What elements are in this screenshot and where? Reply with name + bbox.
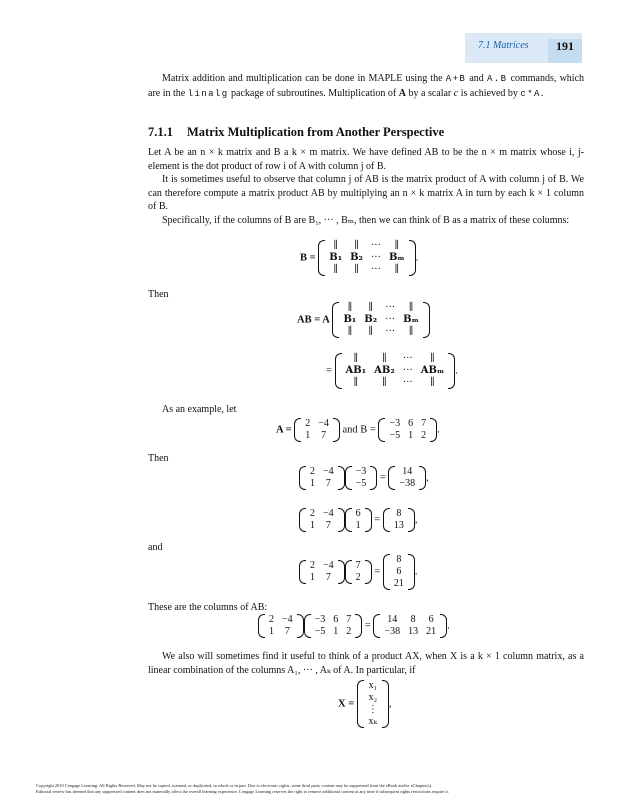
matrix-cell: ··· xyxy=(402,365,413,376)
label-as-example: As an example, let xyxy=(162,404,237,415)
matrix-cell: 8 xyxy=(396,554,402,565)
matrix-cell: −4 xyxy=(323,466,334,477)
matrix-cell: AB₁ xyxy=(345,365,367,376)
matrix-cell: ··· xyxy=(402,353,413,364)
matrix-cell: ∥ xyxy=(354,240,359,251)
equation-lhs: AB = A xyxy=(297,314,330,326)
paragraph-linear-combination: We also will sometimes find it useful to think of a product AX, when X is a k × 1 column matrix, as a linear combination of the columns A₁, ··· , Aₖ of A. In particular, if xyxy=(148,651,584,676)
matrix-cell: ∥ xyxy=(347,302,353,313)
matrix-cell: −4 xyxy=(282,614,293,625)
matrix-cell: ··· xyxy=(385,314,396,325)
punctuation: . xyxy=(455,365,458,377)
equation-X xyxy=(338,680,391,728)
matrix-cell: −38 xyxy=(384,626,401,637)
matrix-cell: −5 xyxy=(355,478,367,489)
matrix-cell: x₂ xyxy=(368,692,378,703)
matrix-B xyxy=(378,418,437,442)
intro-text: is achieved by xyxy=(458,87,521,99)
matrix-cell: ABₘ xyxy=(420,365,445,376)
matrix-cell: 1 xyxy=(310,572,315,583)
matrix-cell: AB₂ xyxy=(374,365,395,376)
equation-product-column-1 xyxy=(299,466,429,490)
matrix-cell: 2 xyxy=(355,572,361,583)
punctuation: . xyxy=(447,620,450,632)
matrix-cell: ∥ xyxy=(368,302,374,313)
matrix-B-columns xyxy=(318,240,415,276)
matrix-cell: 13 xyxy=(408,626,419,637)
label-then: Then xyxy=(148,289,169,300)
matrix-AB xyxy=(373,614,447,638)
matrix-cell: 2 xyxy=(310,466,315,477)
matrix-AB-columns xyxy=(335,353,456,389)
equals-sign: = xyxy=(326,365,332,377)
matrix-cell: 21 xyxy=(393,578,404,589)
intro-paragraph xyxy=(148,72,584,101)
matrix-X xyxy=(357,680,389,728)
matrix-cell: 2 xyxy=(269,614,274,625)
code-add: A+B xyxy=(445,74,467,84)
matrix-cell: −4 xyxy=(318,418,329,429)
section-heading xyxy=(148,125,444,140)
matrix-cell: 7 xyxy=(325,520,331,531)
equation-example-matrices xyxy=(276,418,440,442)
matrix-cell: ∥ xyxy=(394,264,400,275)
intro-text: A xyxy=(398,87,406,99)
matrix-cell: 2 xyxy=(421,430,427,441)
matrix-cell: 1 xyxy=(310,520,315,531)
matrix-cell: 6 xyxy=(408,418,414,429)
equation-lhs: X = xyxy=(338,698,355,710)
matrix-cell: ⋮ xyxy=(367,704,378,715)
intro-text: . xyxy=(540,87,544,99)
matrix-cell: B₂ xyxy=(350,252,363,263)
matrix-cell: ··· xyxy=(370,252,381,263)
code-linalg: linalg xyxy=(187,88,229,99)
punctuation: , xyxy=(414,514,418,526)
equation-product-column-2 xyxy=(299,508,417,532)
running-header-title: 7.1 Matrices xyxy=(478,40,529,51)
matrix-cell: ∥ xyxy=(353,353,359,364)
matrix-cell: ∥ xyxy=(353,377,359,388)
matrix-cell: ∥ xyxy=(333,264,338,275)
punctuation: . xyxy=(414,566,418,578)
section-number: 7.1.1 xyxy=(148,125,173,139)
matrix-cell: 7 xyxy=(321,430,327,441)
matrix-cell: −3 xyxy=(355,466,367,477)
result-vector xyxy=(383,508,415,532)
matrix-cell: −5 xyxy=(389,430,401,441)
equals-sign: = xyxy=(364,620,371,632)
result-vector xyxy=(383,554,415,590)
equation-full-product xyxy=(258,614,450,638)
column-vector xyxy=(345,560,372,584)
label-then: Then xyxy=(148,453,169,464)
label-and: and xyxy=(148,542,163,553)
matrix-cell: 1 xyxy=(305,430,311,441)
equation-product-column-3 xyxy=(299,554,417,590)
matrix-cell: ∥ xyxy=(368,326,374,337)
matrix-cell: ∥ xyxy=(394,240,400,251)
matrix-A xyxy=(294,418,340,442)
matrix-A xyxy=(299,508,345,532)
paragraph-columns-of-B: Specifically, if the columns of B are B₁, ··· , Bₘ, then we can think of B as a matrix of these columns: xyxy=(162,215,570,226)
copyright-footer xyxy=(36,783,449,795)
matrix-cell: 1 xyxy=(269,626,274,637)
matrix-cell: ··· xyxy=(402,377,413,388)
matrix-cell: 6 xyxy=(355,508,361,519)
equals-sign: = xyxy=(374,514,381,526)
matrix-cell: 7 xyxy=(325,478,331,489)
matrix-B-columns xyxy=(332,302,429,338)
matrix-B xyxy=(304,614,363,638)
matrix-cell: 6 xyxy=(428,614,434,625)
matrix-A xyxy=(299,466,345,490)
matrix-cell: ∥ xyxy=(354,264,359,275)
page-number: 191 xyxy=(548,39,582,63)
punctuation: , xyxy=(426,472,429,484)
intro-text: c xyxy=(453,87,459,99)
intro-text: by a scalar xyxy=(406,87,454,99)
matrix-cell: 1 xyxy=(310,478,315,489)
matrix-cell: ∥ xyxy=(430,377,435,388)
matrix-cell: ··· xyxy=(370,264,381,275)
matrix-cell: B₁ xyxy=(343,314,357,325)
matrix-cell: −3 xyxy=(389,418,401,429)
equals-sign: = xyxy=(374,566,381,578)
punctuation: . xyxy=(415,252,419,264)
matrix-A xyxy=(299,560,345,584)
label-columns-of-AB: These are the columns of AB: xyxy=(148,602,268,613)
matrix-cell: 7 xyxy=(421,418,427,429)
matrix-cell: 2 xyxy=(310,508,315,519)
matrix-cell: ··· xyxy=(385,302,396,313)
column-vector xyxy=(345,466,378,490)
matrix-cell: 2 xyxy=(310,560,315,571)
column-vector xyxy=(345,508,372,532)
matrix-A xyxy=(258,614,304,638)
matrix-cell: ∥ xyxy=(382,377,387,388)
matrix-cell: 7 xyxy=(284,626,290,637)
matrix-cell: ··· xyxy=(385,326,396,337)
matrix-cell: 7 xyxy=(325,572,331,583)
matrix-cell: 14 xyxy=(402,466,413,477)
matrix-cell: Bₘ xyxy=(388,252,405,263)
intro-text: and xyxy=(466,73,487,84)
matrix-cell: −3 xyxy=(314,614,326,625)
matrix-cell: 21 xyxy=(426,626,437,637)
matrix-cell: B₁ xyxy=(329,252,343,263)
matrix-cell: 7 xyxy=(346,614,352,625)
matrix-cell: ∥ xyxy=(408,326,414,337)
punctuation: , xyxy=(388,698,392,710)
punctuation: . xyxy=(437,424,440,436)
equation-AB-columns xyxy=(297,302,430,338)
matrix-cell: 8 xyxy=(410,614,416,625)
matrix-cell: ∥ xyxy=(347,326,353,337)
matrix-cell: ··· xyxy=(370,240,381,251)
matrix-cell: 6 xyxy=(333,614,339,625)
code-mult: A.B xyxy=(486,74,508,84)
matrix-cell: 13 xyxy=(393,520,404,531)
result-vector xyxy=(388,466,426,490)
matrix-cell: 14 xyxy=(387,614,398,625)
intro-text: package of subroutines. Multiplication of xyxy=(228,87,399,99)
matrix-cell: x₁ xyxy=(368,680,378,691)
matrix-cell: xₖ xyxy=(368,716,378,727)
equation-AB-result-columns xyxy=(326,353,458,389)
and-B-label: and B = xyxy=(342,424,376,436)
intro-text: Matrix addition and multiplication can be done in MAPLE using the xyxy=(162,73,446,84)
paragraph-definition: Let A be an n × k matrix and B a k × m matrix. We have defined AB to be the n × m matrix whose i, j-element is the dot product of row i of A with column j of B. xyxy=(148,147,584,172)
matrix-cell: 1 xyxy=(333,626,339,637)
matrix-cell: 8 xyxy=(396,508,402,519)
matrix-cell: −38 xyxy=(399,478,416,489)
equation-B-columns xyxy=(300,240,418,276)
matrix-cell: ∥ xyxy=(333,240,338,251)
matrix-cell: −4 xyxy=(323,508,334,519)
footer-line: Copyright 2010 Cengage Learning. All Rights Reserved. May not be copied, scanned, or duplicated, in whole or in part. Due to electronic rights, some third party content may be suppressed from the eBook and/or eChapter(s). xyxy=(36,783,433,788)
equals-sign: = xyxy=(379,472,386,484)
intro-text: commands, which are in the xyxy=(148,73,585,99)
paragraph-column-observation: It is sometimes useful to observe that column j of AB is the matrix product of A with column j of B. We can therefore compute a matrix product AB by multiplying an n × k matrix A in turn by each k × 1 column of B. xyxy=(148,174,584,213)
matrix-cell: 1 xyxy=(408,430,414,441)
code-scalar: c*A xyxy=(520,88,541,99)
matrix-cell: −5 xyxy=(314,626,326,637)
equation-lhs: A = xyxy=(276,424,292,436)
matrix-cell: ∥ xyxy=(430,353,435,364)
matrix-cell: −4 xyxy=(323,560,334,571)
matrix-cell: 7 xyxy=(355,560,361,571)
matrix-cell: ∥ xyxy=(408,302,414,313)
matrix-cell: 2 xyxy=(305,418,311,429)
footer-line: Editorial review has deemed that any suppressed content does not materially affect the overall learning experience. Cengage Learning reserves the right to remove additional content at any time if subsequent rights restrictions require it. xyxy=(36,789,449,794)
matrix-cell: 1 xyxy=(355,520,361,531)
matrix-cell: ∥ xyxy=(382,353,387,364)
matrix-cell: 6 xyxy=(396,566,402,577)
matrix-cell: Bₘ xyxy=(403,314,419,325)
matrix-cell: B₂ xyxy=(364,314,378,325)
equation-lhs: B = xyxy=(300,252,316,264)
matrix-cell: 2 xyxy=(346,626,352,637)
section-title: Matrix Multiplication from Another Perspective xyxy=(187,125,445,139)
